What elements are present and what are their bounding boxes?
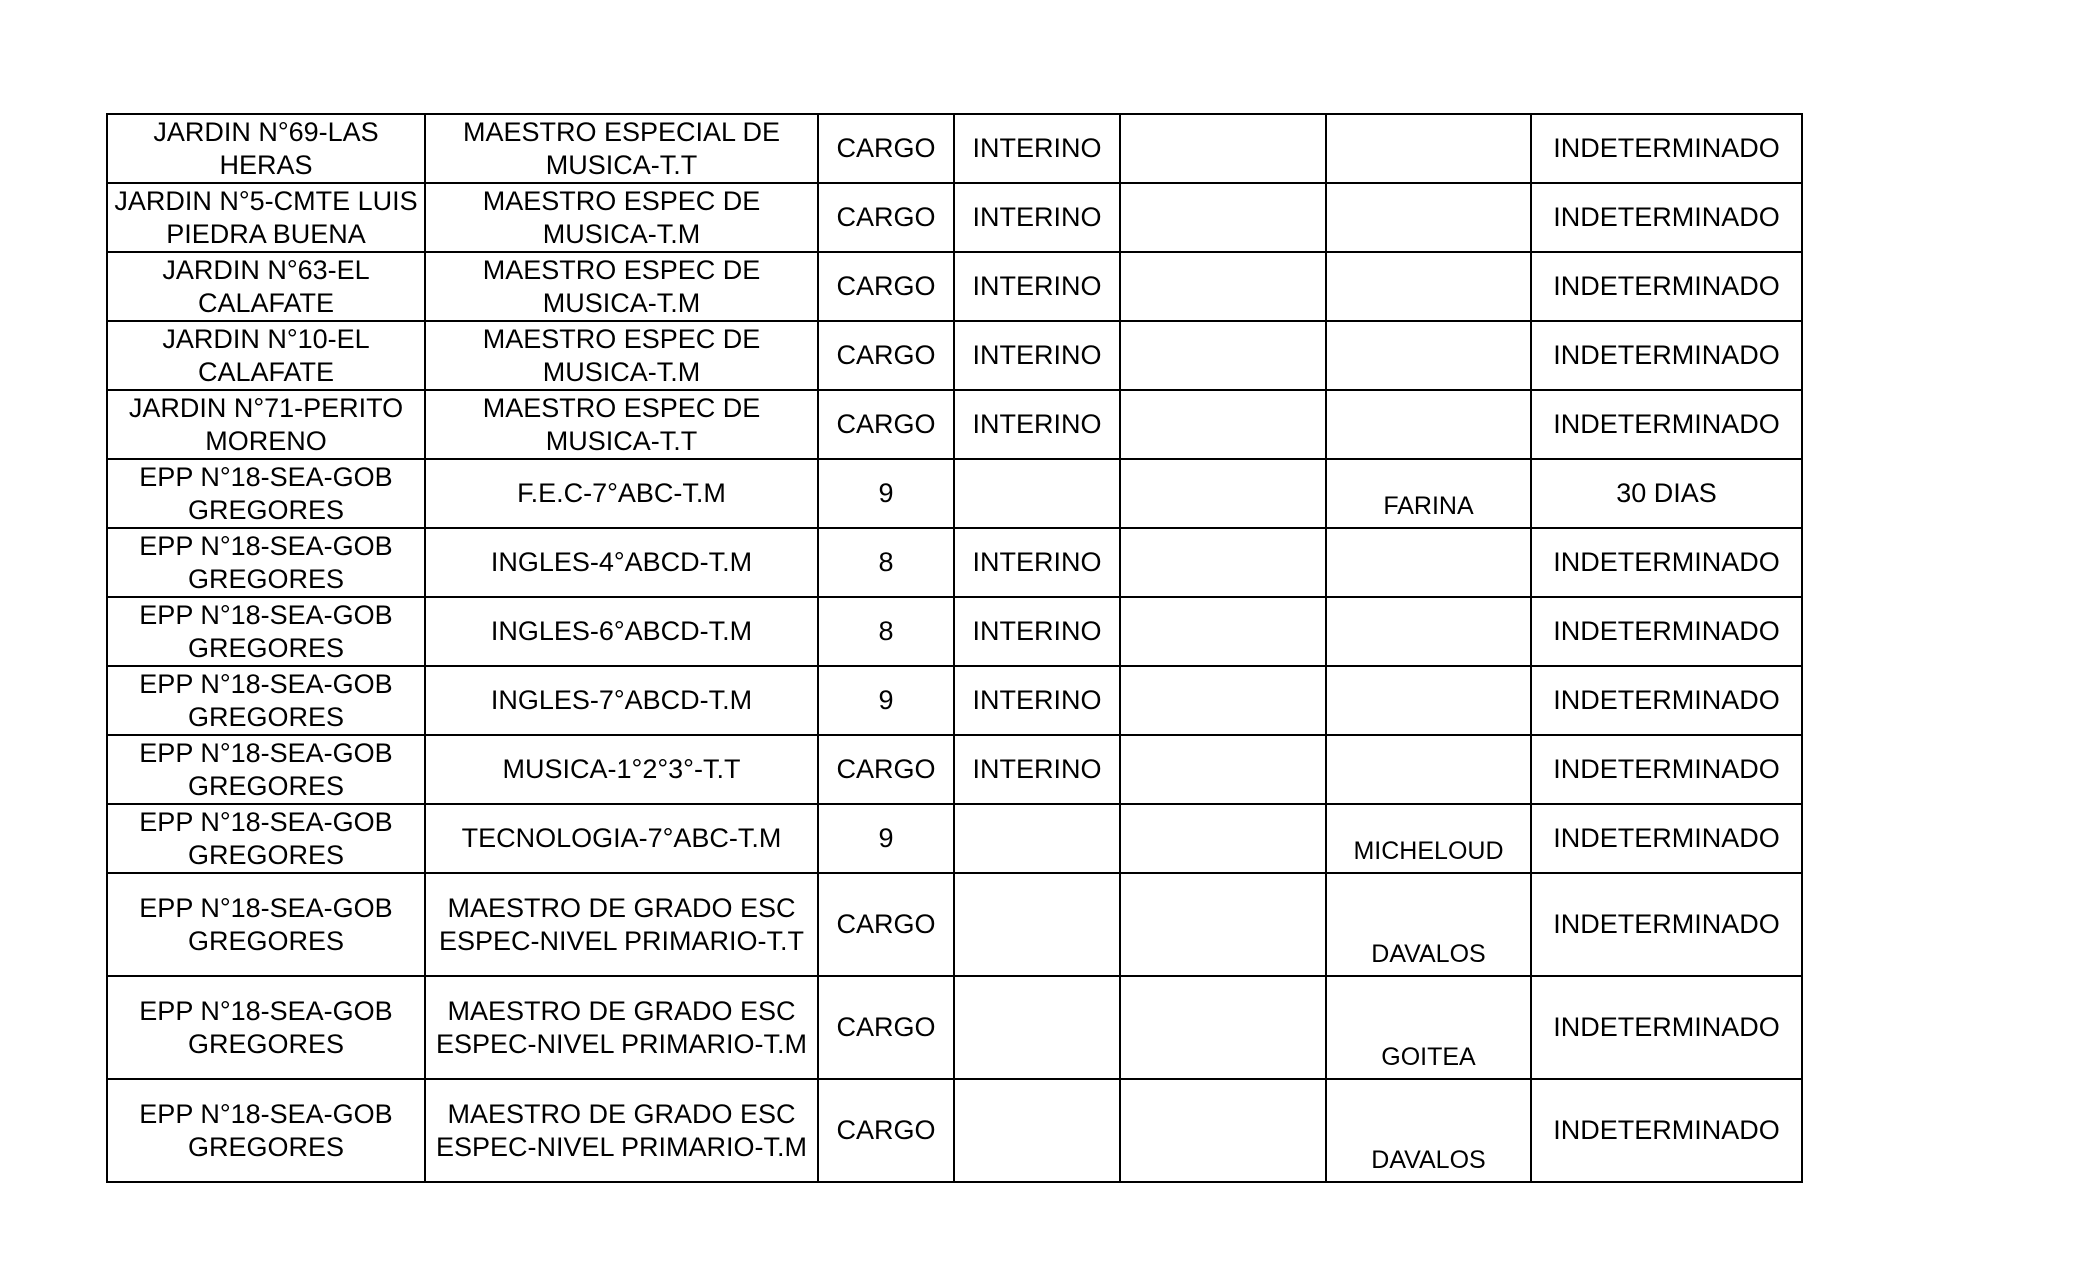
- hours-cell: 9: [818, 459, 954, 528]
- holder-cell: [1326, 390, 1531, 459]
- blank-cell: [1120, 252, 1326, 321]
- hours-cell: CARGO: [818, 390, 954, 459]
- status-cell: INTERINO: [954, 183, 1120, 252]
- school-cell: EPP N°18-SEA-GOB GREGORES: [107, 873, 425, 976]
- holder-cell: MICHELOUD: [1326, 804, 1531, 873]
- hours-cell: CARGO: [818, 873, 954, 976]
- position-cell: MUSICA-1°2°3°-T.T: [425, 735, 818, 804]
- holder-cell: FARINA: [1326, 459, 1531, 528]
- hours-cell: 9: [818, 804, 954, 873]
- holder-cell: [1326, 597, 1531, 666]
- blank-cell: [1120, 1079, 1326, 1182]
- table-row: [107, 528, 1802, 597]
- hours-cell: 9: [818, 666, 954, 735]
- school-cell: EPP N°18-SEA-GOB GREGORES: [107, 1079, 425, 1182]
- duration-cell: INDETERMINADO: [1531, 873, 1802, 976]
- school-cell: EPP N°18-SEA-GOB GREGORES: [107, 528, 425, 597]
- blank-cell: [1120, 804, 1326, 873]
- holder-cell: [1326, 735, 1531, 804]
- duration-cell: INDETERMINADO: [1531, 804, 1802, 873]
- blank-cell: [1120, 597, 1326, 666]
- holder-cell: [1326, 114, 1531, 183]
- duration-cell: INDETERMINADO: [1531, 252, 1802, 321]
- blank-cell: [1120, 735, 1326, 804]
- hours-cell: CARGO: [818, 183, 954, 252]
- status-cell: INTERINO: [954, 114, 1120, 183]
- blank-cell: [1120, 321, 1326, 390]
- school-cell: EPP N°18-SEA-GOB GREGORES: [107, 597, 425, 666]
- school-cell: EPP N°18-SEA-GOB GREGORES: [107, 976, 425, 1079]
- status-cell: INTERINO: [954, 321, 1120, 390]
- table-row: [107, 114, 1802, 183]
- position-cell: MAESTRO ESPEC DE MUSICA-T.M: [425, 321, 818, 390]
- duration-cell: INDETERMINADO: [1531, 528, 1802, 597]
- duration-cell: INDETERMINADO: [1531, 321, 1802, 390]
- blank-cell: [1120, 183, 1326, 252]
- position-cell: MAESTRO ESPEC DE MUSICA-T.T: [425, 390, 818, 459]
- blank-cell: [1120, 459, 1326, 528]
- status-cell: INTERINO: [954, 252, 1120, 321]
- duration-cell: INDETERMINADO: [1531, 666, 1802, 735]
- hours-cell: CARGO: [818, 321, 954, 390]
- table-row: [107, 459, 1802, 528]
- blank-cell: [1120, 976, 1326, 1079]
- duration-cell: INDETERMINADO: [1531, 735, 1802, 804]
- hours-cell: CARGO: [818, 735, 954, 804]
- school-cell: EPP N°18-SEA-GOB GREGORES: [107, 804, 425, 873]
- vacancies-table: [106, 113, 1803, 1183]
- duration-cell: INDETERMINADO: [1531, 976, 1802, 1079]
- status-cell: INTERINO: [954, 666, 1120, 735]
- blank-cell: [1120, 390, 1326, 459]
- school-cell: JARDIN N°63-EL CALAFATE: [107, 252, 425, 321]
- duration-cell: 30 DIAS: [1531, 459, 1802, 528]
- table-row: [107, 976, 1802, 1079]
- position-cell: MAESTRO ESPECIAL DE MUSICA-T.T: [425, 114, 818, 183]
- position-cell: MAESTRO ESPEC DE MUSICA-T.M: [425, 252, 818, 321]
- school-cell: EPP N°18-SEA-GOB GREGORES: [107, 735, 425, 804]
- position-cell: INGLES-6°ABCD-T.M: [425, 597, 818, 666]
- position-cell: MAESTRO DE GRADO ESC ESPEC-NIVEL PRIMARIO-T.M: [425, 976, 818, 1079]
- hours-cell: CARGO: [818, 1079, 954, 1182]
- position-cell: INGLES-7°ABCD-T.M: [425, 666, 818, 735]
- blank-cell: [1120, 666, 1326, 735]
- status-cell: [954, 459, 1120, 528]
- school-cell: JARDIN N°69-LAS HERAS: [107, 114, 425, 183]
- school-cell: JARDIN N°5-CMTE LUIS PIEDRA BUENA: [107, 183, 425, 252]
- holder-cell: [1326, 252, 1531, 321]
- duration-cell: INDETERMINADO: [1531, 390, 1802, 459]
- status-cell: INTERINO: [954, 528, 1120, 597]
- duration-cell: INDETERMINADO: [1531, 114, 1802, 183]
- table-row: [107, 390, 1802, 459]
- status-cell: [954, 976, 1120, 1079]
- school-cell: EPP N°18-SEA-GOB GREGORES: [107, 666, 425, 735]
- holder-cell: GOITEA: [1326, 976, 1531, 1079]
- table-row: [107, 1079, 1802, 1182]
- table-row: [107, 597, 1802, 666]
- table-row: [107, 666, 1802, 735]
- status-cell: INTERINO: [954, 735, 1120, 804]
- holder-cell: [1326, 321, 1531, 390]
- table-row: [107, 321, 1802, 390]
- blank-cell: [1120, 873, 1326, 976]
- position-cell: MAESTRO DE GRADO ESC ESPEC-NIVEL PRIMARIO-T.T: [425, 873, 818, 976]
- holder-cell: [1326, 666, 1531, 735]
- status-cell: INTERINO: [954, 597, 1120, 666]
- status-cell: [954, 804, 1120, 873]
- status-cell: INTERINO: [954, 390, 1120, 459]
- position-cell: MAESTRO DE GRADO ESC ESPEC-NIVEL PRIMARIO-T.M: [425, 1079, 818, 1182]
- blank-cell: [1120, 114, 1326, 183]
- holder-cell: DAVALOS: [1326, 873, 1531, 976]
- position-cell: F.E.C-7°ABC-T.M: [425, 459, 818, 528]
- duration-cell: INDETERMINADO: [1531, 597, 1802, 666]
- table-row: [107, 735, 1802, 804]
- position-cell: TECNOLOGIA-7°ABC-T.M: [425, 804, 818, 873]
- table-row: [107, 873, 1802, 976]
- table-row: [107, 252, 1802, 321]
- duration-cell: INDETERMINADO: [1531, 183, 1802, 252]
- status-cell: [954, 1079, 1120, 1182]
- holder-cell: [1326, 183, 1531, 252]
- table-row: [107, 804, 1802, 873]
- school-cell: JARDIN N°71-PERITO MORENO: [107, 390, 425, 459]
- holder-cell: DAVALOS: [1326, 1079, 1531, 1182]
- table-row: [107, 183, 1802, 252]
- hours-cell: CARGO: [818, 114, 954, 183]
- position-cell: MAESTRO ESPEC DE MUSICA-T.M: [425, 183, 818, 252]
- position-cell: INGLES-4°ABCD-T.M: [425, 528, 818, 597]
- school-cell: JARDIN N°10-EL CALAFATE: [107, 321, 425, 390]
- duration-cell: INDETERMINADO: [1531, 1079, 1802, 1182]
- hours-cell: CARGO: [818, 252, 954, 321]
- school-cell: EPP N°18-SEA-GOB GREGORES: [107, 459, 425, 528]
- hours-cell: CARGO: [818, 976, 954, 1079]
- holder-cell: [1326, 528, 1531, 597]
- blank-cell: [1120, 528, 1326, 597]
- status-cell: [954, 873, 1120, 976]
- hours-cell: 8: [818, 528, 954, 597]
- hours-cell: 8: [818, 597, 954, 666]
